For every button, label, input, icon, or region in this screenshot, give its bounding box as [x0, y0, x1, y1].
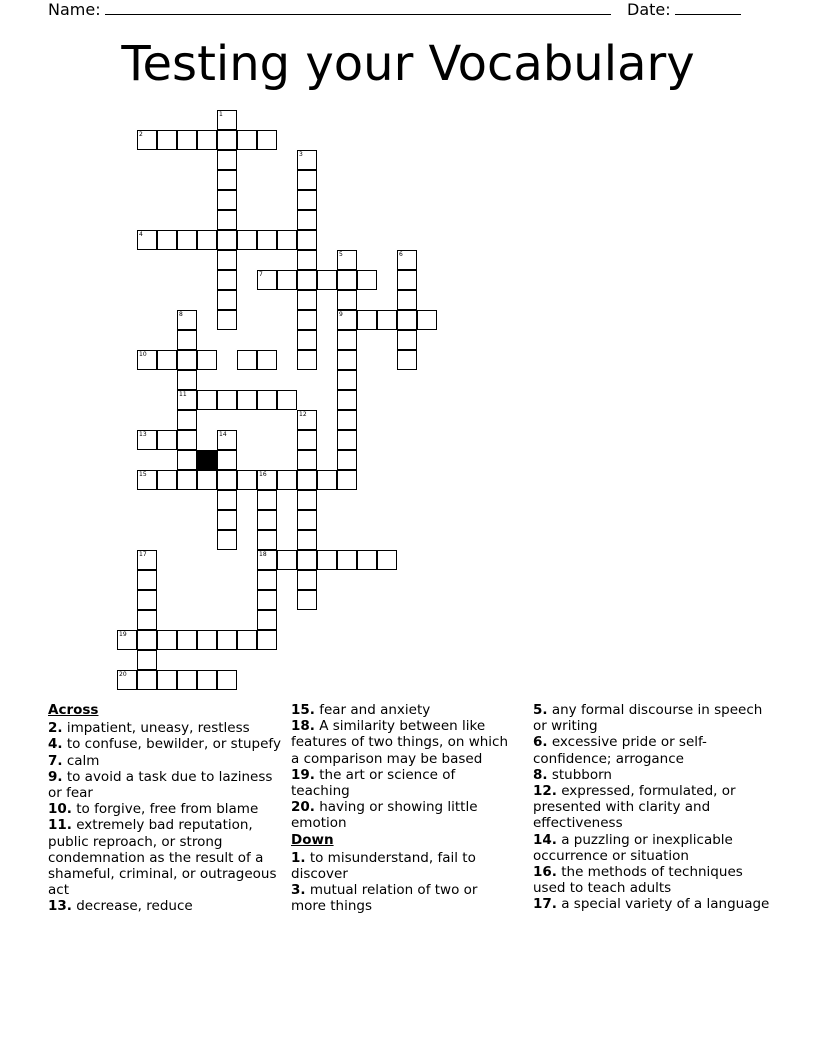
grid-cell[interactable]	[337, 410, 357, 430]
grid-cell[interactable]	[297, 590, 317, 610]
clue-text: mutual relation of two or more things	[291, 882, 478, 915]
grid-cell[interactable]	[317, 470, 337, 490]
grid-cell[interactable]	[157, 470, 177, 490]
clue-text: expressed, formulated, or presented with clarity and effectiveness	[533, 783, 736, 832]
cell-number: 14	[219, 431, 227, 438]
cell-number: 2	[139, 131, 143, 138]
grid-cell[interactable]	[257, 390, 277, 410]
grid-cell[interactable]	[217, 170, 237, 190]
clue-number: 12.	[533, 783, 557, 800]
clue-number: 2.	[48, 720, 63, 737]
clue-down	[533, 734, 773, 766]
clue-across	[48, 898, 284, 914]
grid-cell[interactable]	[297, 450, 317, 470]
clue-down	[533, 896, 773, 912]
grid-cell[interactable]	[117, 670, 137, 690]
grid-cell[interactable]	[177, 350, 197, 370]
clue-number: 20.	[291, 799, 315, 816]
grid-cell[interactable]	[337, 250, 357, 270]
cell-number: 7	[259, 271, 263, 278]
clue-text: to forgive, free from blame	[76, 801, 259, 818]
grid-cell[interactable]	[397, 330, 417, 350]
cell-number: 9	[339, 311, 343, 318]
clue-column-2	[291, 702, 513, 915]
clue-number: 15.	[291, 702, 315, 718]
cell-number: 13	[139, 431, 147, 438]
grid-cell[interactable]	[257, 230, 277, 250]
grid-cell[interactable]	[297, 290, 317, 310]
grid-cell[interactable]	[257, 130, 277, 150]
clue-across	[291, 799, 513, 831]
clue-text: having or showing little emotion	[291, 799, 478, 832]
clue-across	[48, 753, 284, 769]
clue-number: 14.	[533, 831, 557, 848]
grid-cell[interactable]	[297, 270, 317, 290]
grid-cell[interactable]	[417, 310, 437, 330]
clue-text: to misunderstand, fail to discover	[291, 849, 476, 883]
grid-cell[interactable]	[297, 490, 317, 510]
grid-cell[interactable]	[377, 550, 397, 570]
name-label: Name:	[48, 0, 101, 19]
grid-cell[interactable]	[397, 310, 417, 330]
clue-across	[291, 702, 513, 718]
clue-number: 1.	[291, 849, 306, 866]
grid-cell[interactable]	[197, 670, 217, 690]
cell-number: 12	[299, 411, 307, 418]
grid-cell[interactable]	[237, 130, 257, 150]
grid-cell[interactable]	[397, 290, 417, 310]
grid-cell[interactable]	[297, 170, 317, 190]
grid-cell[interactable]	[297, 150, 317, 170]
grid-cell[interactable]	[277, 550, 297, 570]
grid-cell[interactable]	[237, 350, 257, 370]
grid-cell[interactable]	[337, 350, 357, 370]
cell-number: 3	[299, 151, 303, 158]
grid-cell[interactable]	[197, 130, 217, 150]
cell-number: 1	[219, 111, 223, 118]
grid-cell[interactable]	[297, 530, 317, 550]
grid-cell[interactable]	[157, 430, 177, 450]
grid-cell[interactable]	[277, 230, 297, 250]
clue-across	[48, 801, 284, 817]
grid-cell[interactable]	[137, 430, 157, 450]
grid-cell[interactable]	[157, 670, 177, 690]
clue-number: 8.	[533, 766, 548, 783]
clue-across	[291, 718, 513, 767]
clue-number: 13.	[48, 898, 72, 915]
clue-down	[291, 850, 513, 882]
clue-text: calm	[66, 752, 100, 769]
grid-cell[interactable]	[217, 490, 237, 510]
grid-cell[interactable]	[257, 570, 277, 590]
clue-text: a special variety of a language	[561, 896, 770, 913]
grid-cell[interactable]	[157, 230, 177, 250]
grid-cell[interactable]	[297, 570, 317, 590]
grid-cell[interactable]	[217, 190, 237, 210]
grid-cell[interactable]	[377, 310, 397, 330]
grid-cell[interactable]	[297, 230, 317, 250]
clue-across	[291, 767, 513, 799]
clue-text: impatient, uneasy, restless	[66, 720, 250, 737]
black-cell	[197, 450, 217, 470]
grid-cell[interactable]	[177, 370, 197, 390]
grid-cell[interactable]	[217, 210, 237, 230]
grid-cell[interactable]	[297, 250, 317, 270]
clue-number: 3.	[291, 882, 306, 899]
grid-cell[interactable]	[177, 230, 197, 250]
grid-cell[interactable]	[177, 450, 197, 470]
cell-number: 8	[179, 311, 183, 318]
clue-number: 18.	[291, 718, 315, 735]
clue-down	[291, 882, 513, 914]
grid-cell[interactable]	[257, 590, 277, 610]
clue-text: a puzzling or inexplicable occurrence or situation	[533, 831, 733, 864]
clue-text: the art or science of teaching	[291, 766, 456, 800]
grid-cell[interactable]	[297, 510, 317, 530]
grid-cell[interactable]	[137, 610, 157, 630]
grid-cell[interactable]	[297, 190, 317, 210]
clue-text: to avoid a task due to laziness or fear	[48, 768, 273, 802]
grid-cell[interactable]	[177, 330, 197, 350]
cell-number: 19	[119, 631, 127, 638]
clue-text: any formal discourse in speech or writing	[533, 702, 763, 735]
grid-cell[interactable]	[217, 430, 237, 450]
grid-cell[interactable]	[177, 390, 197, 410]
grid-cell[interactable]	[337, 270, 357, 290]
grid-cell[interactable]	[237, 630, 257, 650]
grid-cell[interactable]	[217, 450, 237, 470]
grid-cell[interactable]	[177, 470, 197, 490]
cell-number: 10	[139, 351, 147, 358]
clue-text: decrease, reduce	[76, 898, 193, 915]
grid-cell[interactable]	[257, 510, 277, 530]
cell-number: 20	[119, 671, 127, 678]
cell-number: 11	[179, 391, 187, 398]
grid-cell[interactable]	[177, 310, 197, 330]
grid-cell[interactable]	[357, 270, 377, 290]
grid-cell[interactable]	[197, 350, 217, 370]
grid-cell[interactable]	[337, 390, 357, 410]
grid-cell[interactable]	[257, 550, 277, 570]
grid-cell[interactable]	[297, 310, 317, 330]
grid-cell[interactable]	[217, 150, 237, 170]
clue-down	[533, 702, 773, 734]
grid-cell[interactable]	[217, 290, 237, 310]
grid-cell[interactable]	[337, 550, 357, 570]
grid-cell[interactable]	[137, 670, 157, 690]
grid-cell[interactable]	[397, 270, 417, 290]
grid-cell[interactable]	[257, 270, 277, 290]
grid-cell[interactable]	[337, 470, 357, 490]
clue-number: 10.	[48, 801, 72, 818]
clue-column-1	[48, 702, 284, 915]
grid-cell[interactable]	[277, 470, 297, 490]
clue-across	[48, 736, 284, 752]
grid-cell[interactable]	[257, 470, 277, 490]
clue-number: 9.	[48, 768, 63, 785]
grid-cell[interactable]	[217, 110, 237, 130]
across-heading: Across	[48, 702, 99, 718]
grid-cell[interactable]	[177, 670, 197, 690]
grid-cell[interactable]	[297, 470, 317, 490]
grid-cell[interactable]	[237, 390, 257, 410]
grid-cell[interactable]	[397, 350, 417, 370]
clue-text: to confuse, bewilder, or stupefy	[66, 736, 281, 753]
grid-cell[interactable]	[337, 310, 357, 330]
grid-cell[interactable]	[217, 630, 237, 650]
grid-cell[interactable]	[217, 130, 237, 150]
clue-number: 16.	[533, 864, 557, 881]
page-title: Testing your Vocabulary	[121, 36, 695, 92]
grid-cell[interactable]	[137, 590, 157, 610]
grid-cell[interactable]	[337, 330, 357, 350]
grid-cell[interactable]	[357, 550, 377, 570]
clue-text: stubborn	[551, 766, 612, 783]
grid-cell[interactable]	[137, 230, 157, 250]
grid-cell[interactable]	[317, 270, 337, 290]
grid-cell[interactable]	[337, 290, 357, 310]
grid-cell[interactable]	[197, 470, 217, 490]
grid-cell[interactable]	[217, 230, 237, 250]
grid-cell[interactable]	[217, 310, 237, 330]
grid-cell[interactable]	[137, 570, 157, 590]
grid-cell[interactable]	[177, 630, 197, 650]
clue-number: 4.	[48, 736, 63, 753]
grid-cell[interactable]	[317, 550, 337, 570]
clue-number: 17.	[533, 896, 557, 913]
grid-cell[interactable]	[177, 430, 197, 450]
grid-cell[interactable]	[177, 130, 197, 150]
grid-cell[interactable]	[137, 630, 157, 650]
grid-cell[interactable]	[297, 410, 317, 430]
grid-cell[interactable]	[157, 630, 177, 650]
grid-cell[interactable]	[137, 350, 157, 370]
grid-cell[interactable]	[297, 350, 317, 370]
grid-cell[interactable]	[137, 470, 157, 490]
clue-text: the methods of techniques used to teach adults	[533, 864, 743, 897]
clue-down	[533, 832, 773, 864]
clue-text: A similarity between like features of two things, on which a comparison may be based	[291, 718, 509, 767]
grid-cell[interactable]	[257, 530, 277, 550]
clue-down	[533, 864, 773, 896]
grid-cell[interactable]	[137, 650, 157, 670]
grid-cell[interactable]	[197, 390, 217, 410]
clue-across	[48, 817, 284, 898]
down-heading: Down	[291, 831, 334, 848]
cell-number: 5	[339, 251, 343, 258]
grid-cell[interactable]	[277, 270, 297, 290]
grid-cell[interactable]	[297, 550, 317, 570]
grid-cell[interactable]	[157, 130, 177, 150]
grid-cell[interactable]	[157, 350, 177, 370]
clue-number: 6.	[533, 734, 548, 751]
grid-cell[interactable]	[237, 470, 257, 490]
grid-cell[interactable]	[337, 370, 357, 390]
cell-number: 18	[259, 551, 267, 558]
grid-cell[interactable]	[217, 470, 237, 490]
grid-cell[interactable]	[217, 390, 237, 410]
grid-cell[interactable]	[257, 490, 277, 510]
grid-cell[interactable]	[257, 610, 277, 630]
grid-cell[interactable]	[217, 250, 237, 270]
clue-number: 7.	[48, 752, 63, 769]
clue-down	[533, 783, 773, 832]
clue-across	[48, 720, 284, 736]
cell-number: 4	[139, 231, 143, 238]
clue-across	[48, 769, 284, 801]
cell-number: 15	[139, 471, 147, 478]
grid-cell[interactable]	[257, 350, 277, 370]
grid-cell[interactable]	[297, 430, 317, 450]
clue-text: fear and anxiety	[319, 702, 431, 718]
clue-number: 19.	[291, 766, 315, 783]
clue-number: 11.	[48, 817, 72, 834]
grid-cell[interactable]	[257, 630, 277, 650]
grid-cell[interactable]	[217, 530, 237, 550]
grid-cell[interactable]	[237, 230, 257, 250]
clue-down	[533, 767, 773, 783]
grid-cell[interactable]	[177, 410, 197, 430]
grid-cell[interactable]	[217, 670, 237, 690]
grid-cell[interactable]	[117, 630, 137, 650]
grid-cell[interactable]	[197, 230, 217, 250]
grid-cell[interactable]	[337, 430, 357, 450]
cell-number: 17	[139, 551, 147, 558]
grid-cell[interactable]	[297, 330, 317, 350]
grid-cell[interactable]	[397, 250, 417, 270]
grid-cell[interactable]	[297, 210, 317, 230]
clue-number: 5.	[533, 702, 548, 718]
grid-cell[interactable]	[357, 310, 377, 330]
grid-cell[interactable]	[337, 450, 357, 470]
grid-cell[interactable]	[217, 270, 237, 290]
grid-cell[interactable]	[137, 130, 157, 150]
grid-cell[interactable]	[277, 390, 297, 410]
grid-cell[interactable]	[217, 510, 237, 530]
cell-number: 16	[259, 471, 267, 478]
grid-cell[interactable]	[137, 550, 157, 570]
clue-text: excessive pride or self-confidence; arrogance	[533, 734, 707, 767]
grid-cell[interactable]	[197, 630, 217, 650]
clue-text: extremely bad reputation, public reproach, or strong condemnation as the result of a shameful, criminal, or outrageous act	[48, 817, 277, 899]
date-label: Date:	[627, 0, 671, 19]
clue-column-3	[533, 702, 773, 913]
cell-number: 6	[399, 251, 403, 258]
